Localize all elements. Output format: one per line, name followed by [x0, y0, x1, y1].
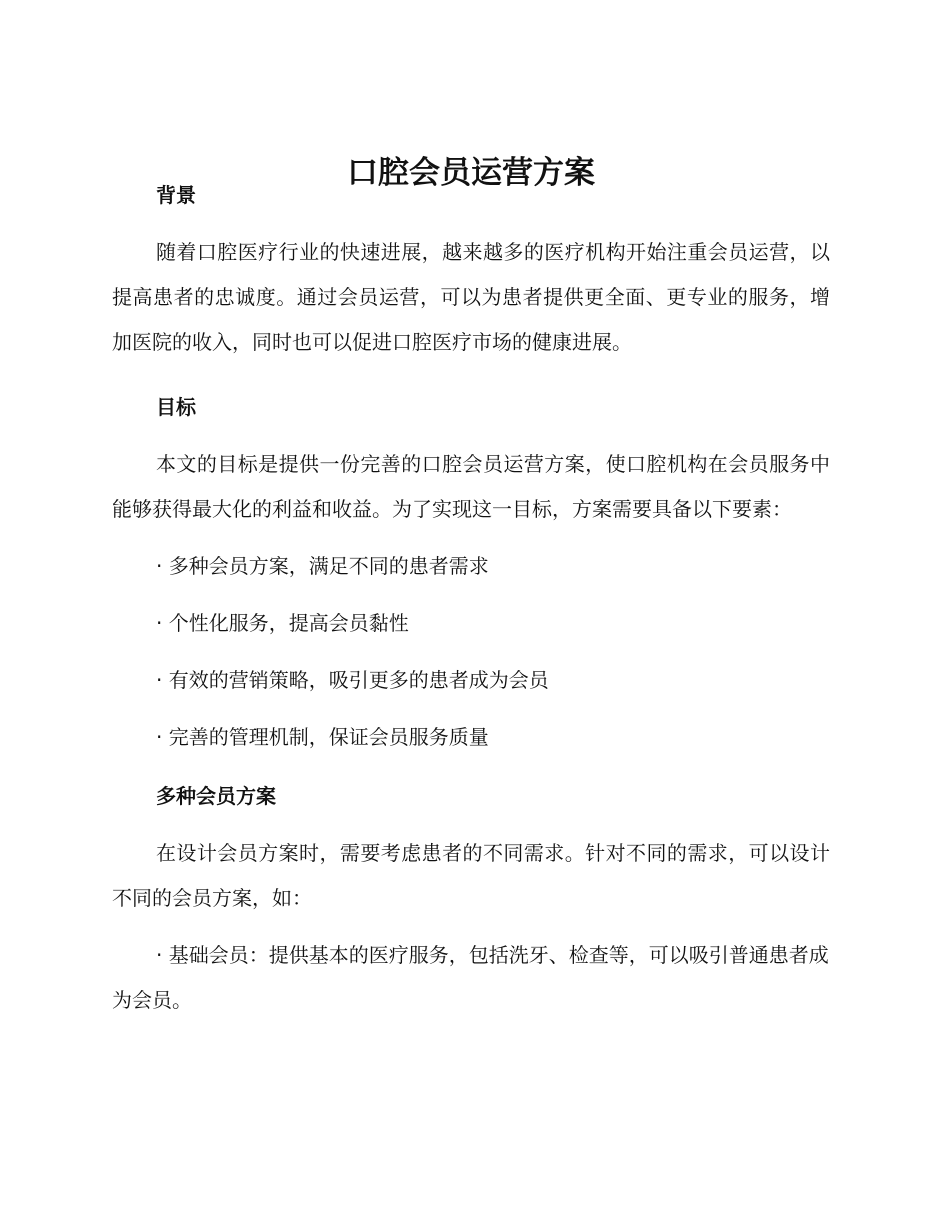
list-item: · 基础会员：提供基本的医疗服务，包括洗牙、检查等，可以吸引普通患者成为会员。 — [112, 943, 829, 1012]
list-item: · 个性化服务，提高会员黏性 — [156, 611, 409, 635]
section-paragraph-goals: 本文的目标是提供一份完善的口腔会员运营方案，使口腔机构在会员服务中能够获得最大化的利益和收益。为了实现这一目标，方案需要具备以下要素： — [112, 452, 830, 521]
list-item: · 完善的管理机制，保证会员服务质量 — [156, 725, 489, 749]
section-paragraph-membership-plans: 在设计会员方案时，需要考虑患者的不同需求。针对不同的需求，可以设计不同的会员方案，如： — [112, 841, 830, 910]
list-item: · 多种会员方案，满足不同的患者需求 — [156, 554, 489, 578]
section-heading-membership-plans: 多种会员方案 — [156, 784, 276, 808]
document-title: 口腔会员运营方案 — [347, 155, 595, 191]
list-item: · 有效的营销策略，吸引更多的患者成为会员 — [156, 668, 549, 692]
section-heading-background: 背景 — [156, 183, 196, 207]
section-heading-goals: 目标 — [156, 395, 196, 419]
section-paragraph-background: 随着口腔医疗行业的快速进展，越来越多的医疗机构开始注重会员运营，以提高患者的忠诚度。通过会员运营，可以为患者提供更全面、更专业的服务，增加医院的收入，同时也可以促进口腔医疗市场的健康进展。 — [112, 240, 830, 354]
